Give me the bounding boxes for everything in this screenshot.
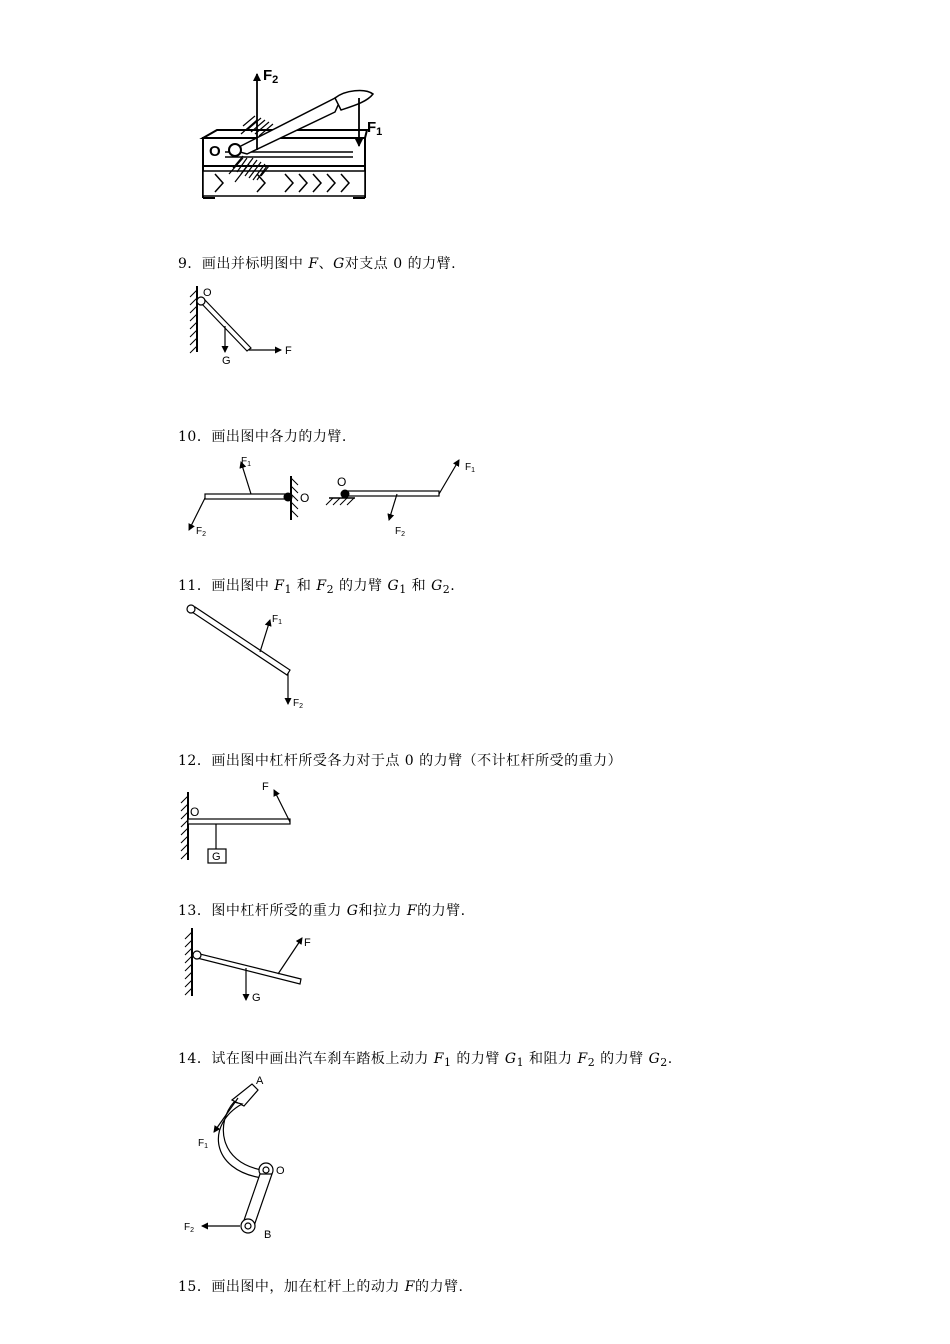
lever-bar: [196, 953, 301, 984]
question-15: 15．画出图中，加在杠杆上的动力 F的力臂.: [178, 1279, 464, 1295]
force-f2-label: $F_2$: [293, 698, 304, 710]
question-14: 14．试在图中画出汽车刹车踏板上动力 $F_1$ 的力臂 $G_1$ 和阻力 $F_2$ 的力臂 $G_2$.: [178, 1051, 673, 1069]
pedal-arm: [218, 1102, 262, 1178]
weight-label-g: G: [212, 851, 221, 863]
force-f1-label: $F_1$: [367, 119, 383, 138]
pivot-inner: [263, 1167, 269, 1173]
left-pivot-dot: [284, 493, 293, 502]
force-f2-label: $F_2$: [263, 67, 279, 86]
left-pivot-label-o: O: [300, 491, 310, 505]
force-f-arrow: [278, 938, 302, 974]
force-f1-label: $F_1$: [272, 614, 283, 626]
force-f-arrow: [274, 790, 290, 822]
question-12: 12．画出图中杠杆所受各力对于点 0 的力臂（不计杠杆所受的重力）: [178, 753, 623, 769]
point-label-a: A: [256, 1075, 264, 1087]
force-f1-label: $F_1$: [198, 1138, 209, 1150]
pivot-label-o: O: [190, 805, 200, 819]
point-label-b: B: [264, 1229, 272, 1241]
pivot-circle: [229, 144, 241, 156]
figure-12-horizontal-lever: [178, 776, 308, 868]
figure-14-brake-pedal: [180, 1070, 310, 1248]
right-force-f2-label: $F_2$: [395, 526, 406, 538]
right-pivot-label-o: O: [337, 475, 347, 489]
question-11: 11．画出图中 $F_1$ 和 $F_2$ 的力臂 $G_1$ 和 $G_2$.: [178, 578, 456, 596]
right-lever-bar: [345, 491, 439, 496]
figure-13-sloped-lever: [180, 924, 320, 1006]
right-pivot-dot: [341, 490, 350, 499]
lever-bar: [188, 819, 290, 824]
joint-b-inner: [245, 1223, 251, 1229]
force-f-label: F: [285, 345, 292, 357]
right-force-f1-arrow: [439, 460, 459, 494]
figure-11-inclined-lever: [180, 600, 320, 712]
left-lever-bar: [205, 494, 287, 499]
cutter-handle: [335, 91, 373, 110]
force-f-label: F: [304, 937, 311, 949]
question-10: 10．画出图中各力的力臂.: [178, 429, 347, 445]
force-g-label: G: [252, 992, 261, 1004]
force-f1-arrow: [260, 620, 270, 652]
pivot-label-o: O: [276, 1165, 285, 1177]
figure-10-two-levers: [183, 450, 493, 542]
link-rod: [242, 1174, 272, 1226]
pivot-label-o: O: [209, 143, 221, 160]
left-force-f2-label: $F_2$: [196, 526, 207, 538]
right-force-f1-label: $F_1$: [465, 462, 476, 474]
force-f2-label: $F_2$: [184, 1222, 195, 1234]
right-force-f2-arrow: [389, 494, 397, 520]
force-g-label: G: [222, 355, 231, 367]
question-9: 9．画出并标明图中 F、G对支点 0 的力臂.: [178, 256, 457, 272]
question-13: 13．图中杠杆所受的重力 G和拉力 F的力臂.: [178, 903, 466, 919]
pivot-circle: [193, 951, 201, 959]
left-force-f1-label: $F_1$: [241, 456, 252, 468]
figure-9-wall-lever: [185, 282, 315, 372]
figure-8-cutter-lever: [195, 58, 395, 208]
pivot-label-o: O: [203, 287, 212, 299]
pivot-circle: [187, 605, 195, 613]
force-f1-arrow: [214, 1098, 238, 1132]
force-f-label: F: [262, 781, 269, 793]
